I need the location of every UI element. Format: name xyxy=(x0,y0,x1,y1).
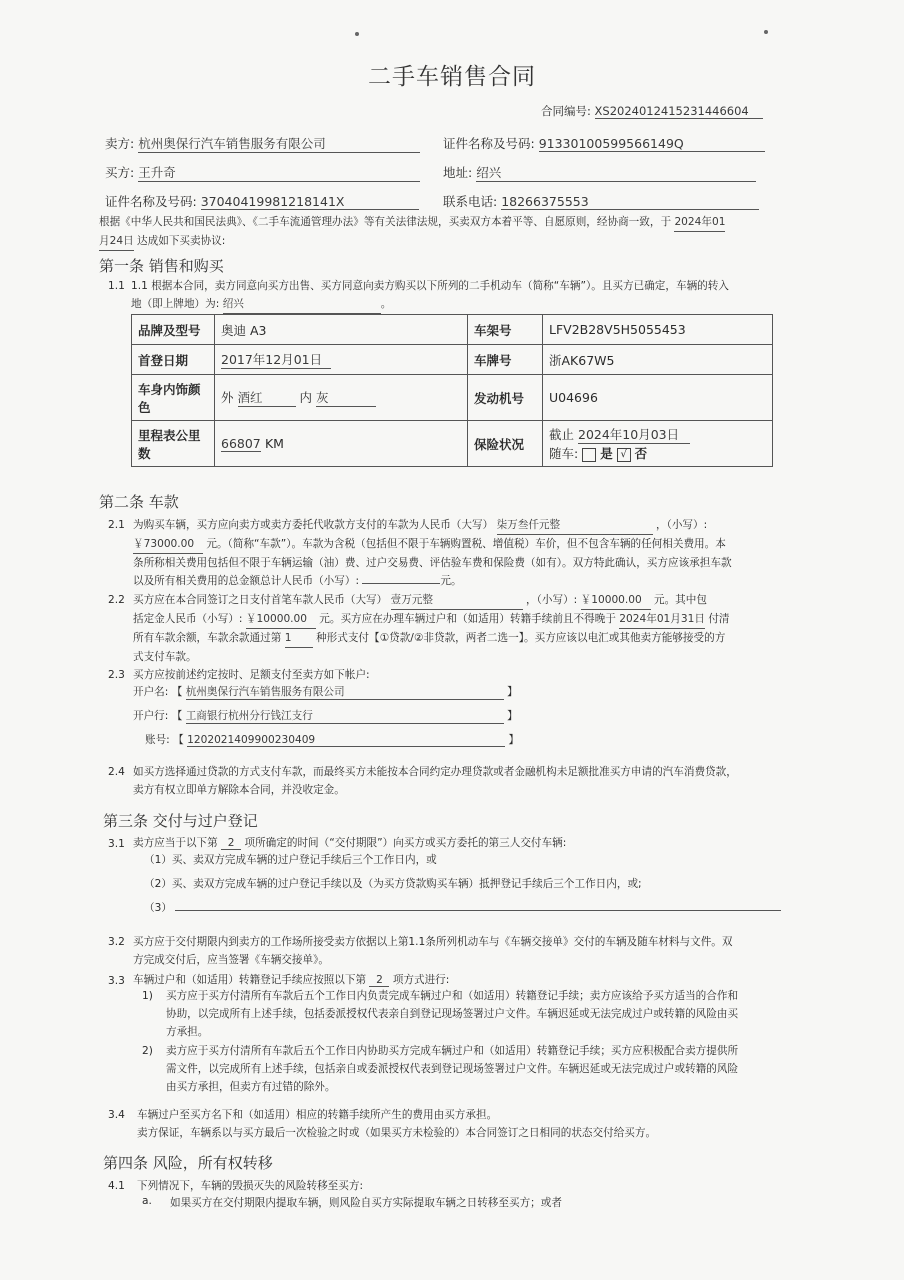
buyer-id-value: 37040419981218141X xyxy=(201,194,419,210)
buyer-id-row xyxy=(105,192,419,210)
insurance-date: 2024年10月03日 xyxy=(578,425,690,444)
clause-3-1 xyxy=(133,835,566,850)
yes-checkbox[interactable] xyxy=(582,448,596,462)
risk-option-a: 如果买方在交付期限内提取车辆，则风险自买方实际提取车辆之日转移至买方；或者 xyxy=(170,1197,562,1209)
clause-text: 需文件，以完成所有上述手续，包括亲自或委派授权代表到登记现场签署过户文件。车辆迟延或无法完成过户或转籍的风险 xyxy=(166,1063,739,1075)
odometer-cell xyxy=(215,421,468,467)
clause-number: 2.4 xyxy=(108,766,125,778)
intro-text-end: 达成如下买卖协议: xyxy=(137,235,226,247)
total-amount-blank xyxy=(362,583,440,584)
deposit-amount: ￥10000.00 xyxy=(246,610,316,629)
article-1-heading: 第一条 销售和购买 xyxy=(99,257,224,275)
clause-text: 卖方应于买方付清所有车款后五个工作日内协助买方完成车辆过户和（如适用）转籍登记手续；买方应积极配合卖方提供所 xyxy=(166,1045,739,1057)
account-number-value: 1202021409900230409 xyxy=(187,734,505,747)
clause-text: 元。买方应在办理车辆过户和（如适用）转籍手续前且不得晚于 xyxy=(319,613,616,625)
insurance-label: 保险状况 xyxy=(468,421,543,467)
clause-number: 3.4 xyxy=(108,1109,125,1121)
clause-text: 如买方选择通过贷款的方式支付车款，而最终买方未能按本合同约定办理贷款或者金融机构未足额批准买方申请的汽车消费贷款， xyxy=(133,766,737,778)
engine-label: 发动机号 xyxy=(468,375,543,421)
odometer-value: 66807 xyxy=(221,435,261,451)
insurance-cell xyxy=(543,421,773,467)
buyer-name: 王升奇 xyxy=(138,163,420,182)
buyer-id-label: 证件名称及号码: xyxy=(105,194,197,209)
clause-3-4 xyxy=(137,1106,782,1142)
table-row xyxy=(132,375,773,421)
clause-text: 地（即上牌地）为: xyxy=(131,298,220,310)
clause-2-2 xyxy=(133,591,778,666)
clause-text: 买方应于交付期限内到卖方的工作场所接受卖方依据以上第1.1条所列机动车与《车辆交接单》交付的车辆及随车材料与文件。双 xyxy=(133,936,733,948)
clause-text: 卖方有权立即单方解除本合同，并没收定金。 xyxy=(133,784,345,796)
reg-date-cell xyxy=(215,345,468,375)
delivery-option-3 xyxy=(144,900,781,915)
article-2-heading: 第二条 车款 xyxy=(99,493,179,511)
clause-text: 买方应在本合同签订之日支付首笔车款人民币（大写） xyxy=(133,594,388,606)
reg-date-label: 首登日期 xyxy=(132,345,215,375)
clause-text: 项方式进行: xyxy=(392,974,450,986)
clause-2-3: 买方应按前述约定按时、足额支付至卖方如下帐户: xyxy=(133,669,370,681)
vehicle-table xyxy=(131,314,773,467)
clause-2-4 xyxy=(133,763,783,799)
exterior-prefix: 外 xyxy=(221,390,234,405)
insurance-expiry xyxy=(549,425,766,444)
clause-number: 2.1 xyxy=(108,519,125,531)
odometer-label: 里程表公里数 xyxy=(132,421,215,467)
clause-text: 方完成交付后，应当签署《车辆交接单》。 xyxy=(133,954,329,966)
clause-text: 为购买车辆，买方应向卖方或卖方委托代收款方支付的车款为人民币（大写） xyxy=(133,519,494,531)
clause-text: ，（小写）: xyxy=(655,519,708,531)
brand-value: 奥迪 A3 xyxy=(215,315,468,345)
insurance-prefix: 截止 xyxy=(549,427,575,442)
table-row xyxy=(132,345,773,375)
bracket: 】 xyxy=(508,734,520,746)
clause-number: 3.3 xyxy=(108,975,125,987)
color-label: 车身内饰颜色 xyxy=(132,375,215,421)
interior-color: 灰 xyxy=(316,388,376,407)
payment-method-choice: 1 xyxy=(285,629,313,648)
article-4-heading: 第四条 风险，所有权转移 xyxy=(103,1154,273,1172)
no-checkbox[interactable]: √ xyxy=(617,448,631,462)
brand-label: 品牌及型号 xyxy=(132,315,215,345)
seller-id-value: 91330100599566149Q xyxy=(539,136,765,152)
bank-value: 工商银行杭州分行钱江支行 xyxy=(186,708,504,724)
price-upper: 柒万叁仟元整 xyxy=(497,516,653,535)
account-name-label: 开户名: xyxy=(133,686,169,698)
scan-dot xyxy=(764,30,768,34)
clause-number: 2.3 xyxy=(108,669,125,681)
article-3-heading: 第三条 交付与过户登记 xyxy=(103,812,258,830)
transfer-place: 绍兴 xyxy=(223,295,381,314)
seller-name: 杭州奥保行汽车销售服务有限公司 xyxy=(138,134,420,153)
clause-text: 项所确定的时间（“交付期限”）向买方或买方委托的第三人交付车辆: xyxy=(244,837,567,849)
table-row xyxy=(132,421,773,467)
table-row xyxy=(132,315,773,345)
option-label: （3） xyxy=(144,902,172,914)
color-cell xyxy=(215,375,468,421)
clause-number: 3.1 xyxy=(108,838,125,850)
clause-text: 买方应于买方付清所有车款后五个工作日内负责完成车辆过户和（如适用）转籍登记手续；卖方应该给予买方适当的合作和 xyxy=(166,990,739,1002)
clause-text: 付清 xyxy=(708,613,730,625)
bank-row xyxy=(133,708,518,724)
intro-date-cont: 月24日 xyxy=(99,232,134,251)
buyer-phone-label: 联系电话: xyxy=(443,194,498,209)
payment-deadline: 2024年01月31日 xyxy=(619,610,705,629)
transfer-option-2 xyxy=(166,1042,781,1096)
delivery-choice: 2 xyxy=(221,837,241,850)
intro-text: 根据《中华人民共和国民法典》、《二手车流通管理办法》等有关法律法规，买卖双方本着平等、自愿原则，经协商一致，于 xyxy=(99,216,672,228)
clause-text: 种形式支付【①贷款/②非贷款，两者二选一】。买方应该以电汇或其他卖方能够接受的方 xyxy=(316,632,726,644)
clause-text: 方承担。 xyxy=(166,1026,209,1038)
clause-text: 元。（简称“车款”）。车款为含税（包括但不限于车辆购置税、增值税）车价，但不包含车辆的任何相关费用。本 xyxy=(206,538,726,550)
buyer-address-value: 绍兴 xyxy=(476,163,756,182)
seller-id-row xyxy=(443,134,765,152)
seller-label: 卖方: xyxy=(105,136,135,151)
option-number: a. xyxy=(142,1195,152,1207)
buyer-label: 买方: xyxy=(105,165,135,180)
bank-label: 开户行: xyxy=(133,710,169,722)
seller-id-label: 证件名称及号码: xyxy=(443,136,535,151)
bracket: 【 xyxy=(171,686,183,698)
clause-text: 括定金人民币（小写）: xyxy=(133,613,243,625)
first-payment-upper: 壹万元整 xyxy=(391,591,523,610)
account-number-row xyxy=(145,732,519,747)
clause-text: 元。 xyxy=(440,575,462,587)
option-number: 2) xyxy=(142,1045,153,1057)
account-name-row xyxy=(133,684,518,700)
option-3-blank xyxy=(175,910,781,911)
clause-3-2 xyxy=(133,933,783,969)
option-number: 1) xyxy=(142,990,153,1002)
bracket: 【 xyxy=(171,710,183,722)
plate-label: 车牌号 xyxy=(468,345,543,375)
reg-date-value: 2017年12月01日 xyxy=(221,350,331,369)
buyer-address-label: 地址: xyxy=(443,165,473,180)
clause-number: 3.2 xyxy=(108,936,125,948)
intro-paragraph xyxy=(99,213,779,251)
bracket: 】 xyxy=(507,710,518,722)
clause-text: 所有车款余额，车款余款通过第 xyxy=(133,632,282,644)
clause-text: 车辆过户至买方名下和（如适用）相应的转籍手续所产生的费用由买方承担。 xyxy=(137,1109,498,1121)
contract-number-label: 合同编号: xyxy=(541,104,591,118)
clause-text: 由买方承担，但卖方有过错的除外。 xyxy=(166,1081,336,1093)
buyer-phone-value: 18266375553 xyxy=(501,194,759,210)
clause-1-1 xyxy=(131,277,781,314)
clause-number: 1.1 xyxy=(108,280,125,292)
vin-value: LFV2B28V5H5055453 xyxy=(543,315,773,345)
account-name-value: 杭州奥保行汽车销售服务有限公司 xyxy=(186,684,504,700)
clause-2-1 xyxy=(133,516,778,590)
exterior-color: 酒红 xyxy=(238,388,296,407)
buyer-address-row xyxy=(443,163,756,182)
yes-label: 是 xyxy=(600,446,613,461)
clause-end: 。 xyxy=(380,298,392,310)
clause-number: 2.2 xyxy=(108,594,125,606)
clause-text: 卖方保证，车辆系以与买方最后一次检验之时或（如果买方未检验的）本合同签订之日相同的状态交付给买方。 xyxy=(137,1127,657,1139)
account-number-label: 账号: xyxy=(145,734,170,746)
delivery-option-2: （2）买、卖双方完成车辆的过户登记手续以及（为买方贷款购买车辆）抵押登记手续后三个工作日内，或; xyxy=(144,878,642,890)
contract-title: 二手车销售合同 xyxy=(368,64,536,90)
vin-label: 车架号 xyxy=(468,315,543,345)
bracket: 【 xyxy=(173,734,184,746)
clause-text: 卖方应当于以下第 xyxy=(133,837,218,849)
bracket: 】 xyxy=(507,686,518,698)
seller-row xyxy=(105,134,420,153)
clause-4-1: 下列情况下，车辆的毁损灭失的风险转移至买方: xyxy=(137,1180,364,1192)
transfer-choice: 2 xyxy=(369,974,389,987)
contract-number xyxy=(541,103,763,119)
clause-text: 条所称相关费用包括但不限于车辆运输（油）费、过户交易费、评估验车费和保险费（如有）。双方特此确认，买方应该承担车款 xyxy=(133,557,732,569)
clause-3-3 xyxy=(133,972,449,987)
clause-text: 协助，以完成所有上述手续，包括委派授权代表亲自到登记现场签署过户文件。车辆迟延或无法完成过户或转籍的风险由买 xyxy=(166,1008,739,1020)
buyer-phone-row xyxy=(443,192,759,210)
transfer-option-1 xyxy=(166,987,781,1041)
delivery-option-1: （1）买、卖双方完成车辆的过户登记手续后三个工作日内，或 xyxy=(144,854,437,866)
odometer-unit: KM xyxy=(264,435,284,451)
clause-text: 1.1 根据本合同，卖方同意向买方出售、买方同意向卖方购买以下所列的二手机动车（简称“车辆”）。且买方已确定，车辆的转入 xyxy=(131,280,729,292)
clause-text: 元。其中包 xyxy=(654,594,707,606)
engine-value: U04696 xyxy=(543,375,773,421)
first-payment-amount: ￥10000.00 xyxy=(581,591,651,610)
plate-value: 浙AK67W5 xyxy=(543,345,773,375)
interior-prefix: 内 xyxy=(299,390,312,405)
intro-date: 2024年01 xyxy=(674,213,725,232)
no-label: 否 xyxy=(634,446,648,461)
clause-text: ，（小写）: xyxy=(526,594,578,606)
with-car-row xyxy=(549,444,766,462)
contract-number-value: XS20240124152314466​04 xyxy=(595,104,763,119)
buyer-row xyxy=(105,163,420,182)
scan-dot xyxy=(355,32,359,36)
clause-text: 车辆过户和（如适用）转籍登记手续应按照以下第 xyxy=(133,974,367,986)
with-car-label: 随车: xyxy=(549,446,579,461)
clause-text: 以及所有相关费用的总金额总计人民币（小写）: xyxy=(133,575,360,587)
price-amount: ￥73000.00 xyxy=(133,535,203,554)
clause-number: 4.1 xyxy=(108,1180,125,1192)
clause-text: 式支付车款。 xyxy=(133,651,197,663)
